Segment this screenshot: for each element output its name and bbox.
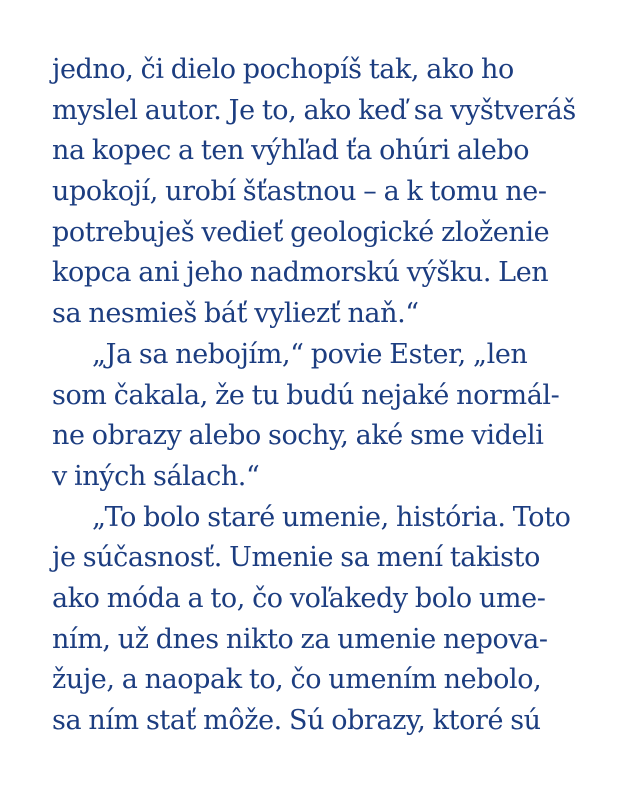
text-line: jedno, či dielo pochopíš tak, ako ho	[52, 54, 514, 85]
paragraph-start-line: „To bolo staré umenie, história. Toto	[92, 501, 571, 533]
paragraph-start-line: „Ja sa nebojím,“ povie Ester, „len	[92, 338, 528, 370]
text-line: kopca ani jeho nadmorskú výšku. Len	[52, 257, 549, 289]
text-line: je súčasnosť. Umenie sa mení takisto	[52, 542, 540, 574]
text-line: potrebuješ vedieť geologické zloženie	[52, 216, 550, 248]
text-line: sa nesmieš báť vyliezť naň.“	[52, 298, 419, 330]
text-line: na kopec a ten výhľad ťa ohúri alebo	[52, 135, 530, 167]
text-line: žuje, a naopak to, čo umením nebolo,	[52, 664, 542, 696]
text-line: myslel autor. Je to, ako keď sa vyštveráš	[52, 94, 576, 126]
text-line: upokojí, urobí šťastnou – a k tomu ne-	[52, 176, 547, 208]
body-text	[52, 50, 612, 742]
text-line: ako móda a to, čo voľakedy bolo ume-	[52, 582, 546, 614]
text-line: sa ním stať môže. Sú obrazy, ktoré sú	[52, 705, 541, 736]
text-line: ním, už dnes nikto za umenie nepova-	[52, 623, 548, 655]
text-line: som čakala, že tu budú nejaké normál-	[52, 379, 560, 411]
text-line: ne obrazy alebo sochy, aké sme videli	[52, 420, 544, 452]
text-line: v iných sálach.“	[52, 460, 260, 492]
